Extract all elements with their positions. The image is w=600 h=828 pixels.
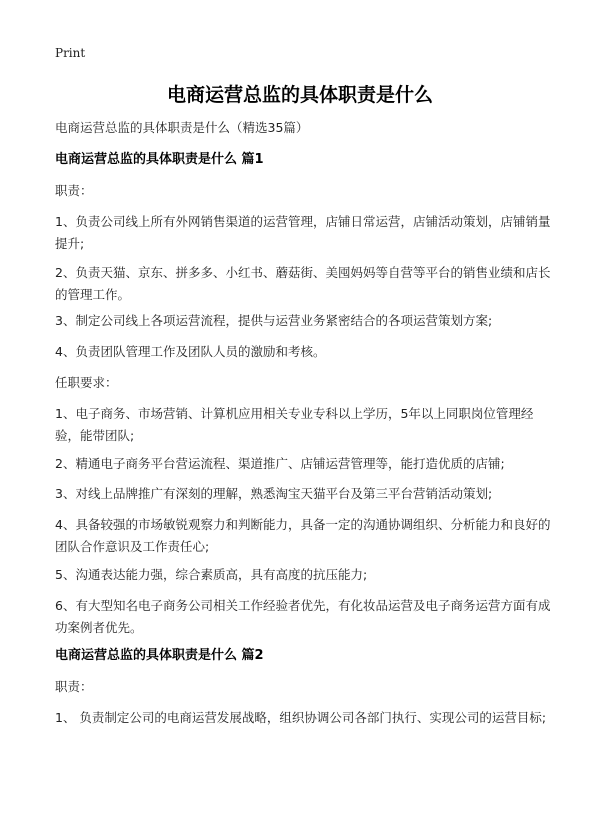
section-1-requirement-item: 5、沟通表达能力强，综合素质高，具有高度的抗压能力; bbox=[55, 567, 368, 582]
section-1-duty-item: 3、制定公司线上各项运营流程，提供与运营业务紧密结合的各项运营策划方案; bbox=[55, 313, 493, 328]
section-2-heading: 电商运营总监的具体职责是什么 篇2 bbox=[55, 648, 264, 663]
section-1-heading: 电商运营总监的具体职责是什么 篇1 bbox=[55, 152, 264, 167]
document-subtitle: 电商运营总监的具体职责是什么（精选35篇） bbox=[55, 120, 309, 135]
section-1-duties-label: 职责： bbox=[55, 183, 93, 198]
section-2-duty-item: 1、 负责制定公司的电商运营发展战略，组织协调公司各部门执行、实现公司的运营目标; bbox=[55, 710, 547, 725]
section-1-duty-item: 2、负责天猫、京东、拼多多、小红书、蘑菇街、美囤妈妈等自营等平台的销售业绩和店长的管理工作。 bbox=[55, 265, 551, 302]
section-1-requirement-item: 4、具备较强的市场敏锐观察力和判断能力，具备一定的沟通协调组织、分析能力和良好的团队合作意识及工作责任心; bbox=[55, 517, 551, 554]
section-1-requirement-item: 1、电子商务、市场营销、计算机应用相关专业专科以上学历，5年以上同职岗位管理经验，能带团队; bbox=[55, 406, 534, 443]
section-1-requirement-item: 3、对线上品牌推广有深刻的理解，熟悉淘宝天猫平台及第三平台营销活动策划; bbox=[55, 486, 493, 501]
document-title: 电商运营总监的具体职责是什么 bbox=[166, 84, 433, 106]
print-link[interactable]: Print bbox=[55, 46, 86, 60]
section-2-duties-label: 职责： bbox=[55, 679, 93, 694]
section-1-duty-item: 4、负责团队管理工作及团队人员的激励和考核。 bbox=[55, 344, 326, 359]
section-1-requirements-label: 任职要求： bbox=[55, 375, 118, 390]
section-1-requirement-item: 2、精通电子商务平台营运流程、渠道推广、店铺运营管理等，能打造优质的店铺; bbox=[55, 456, 505, 471]
section-1-requirement-item: 6、有大型知名电子商务公司相关工作经验者优先，有化妆品运营及电子商务运营方面有成功案例者优先。 bbox=[55, 598, 551, 635]
section-1-duty-item: 1、负责公司线上所有外网销售渠道的运营管理，店铺日常运营，店铺活动策划，店铺销量提升; bbox=[55, 214, 551, 251]
